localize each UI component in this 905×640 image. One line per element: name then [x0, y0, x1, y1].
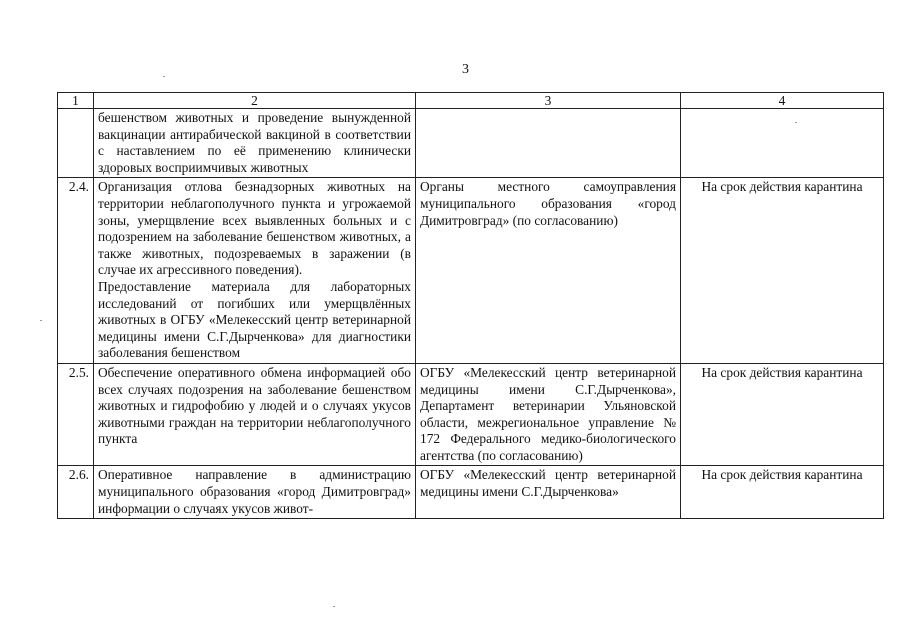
responsible-cell	[416, 109, 681, 178]
action-text: Обеспечение оперативного обмена информацией обо всех случаях подозрения на заболевание бешенством животных и гидрофобию у людей и о случаях укусов животными граждан на территории неблагополучного пункта	[98, 364, 411, 447]
responsible-cell: Органы местного самоуправления муниципального образования «город Димитровград» (по согласованию)	[416, 178, 681, 364]
row-number: 2.4.	[58, 178, 94, 364]
action-text: Организация отлова безнадзорных животных на территории неблагополучного пункта и угрожаемой зоны, умерщвление всех выявленных больных и с подозрением на заболевание бешенством животных, а также животных, подозреваемых в заражении (в случае их агрессивного поведения).	[98, 179, 411, 278]
page-number: 3	[462, 62, 469, 77]
action-cell	[94, 363, 416, 466]
table-row	[58, 466, 884, 519]
action-text: бешенством животных и проведение вынужденной вакцинации антирабической вакциной в соответствии с наставлением по её применению клинически здоровых восприимчивых животных	[98, 110, 411, 175]
header-col-3: 3	[416, 93, 681, 109]
action-cell	[94, 178, 416, 364]
action-text: Оперативное направление в администрацию муниципального образования «город Димитровград» информации о случаях укусов живот-	[98, 467, 411, 516]
scan-speck	[333, 606, 335, 607]
row-number	[58, 109, 94, 178]
responsible-cell: ОГБУ «Мелекесский центр ветеринарной медицины имени С.Г.Дырченкова», Департамент ветеринарии Ульяновской области, межрегиональное управление № 172 Федерального медико-биологического агентства (по согласованию)	[416, 363, 681, 466]
header-col-1: 1	[58, 93, 94, 109]
table-row	[58, 109, 884, 178]
header-col-2: 2	[94, 93, 416, 109]
term-cell: На срок действия карантина	[681, 178, 884, 364]
term-cell: На срок действия карантина	[681, 363, 884, 466]
action-text: Предоставление материала для лабораторных исследований от погибших или умерщвлённых животных в ОГБУ «Мелекесский центр ветеринарной медицины имени С.Г.Дырченкова» для диагностики заболевания бешенством	[98, 278, 411, 361]
scan-speck	[795, 122, 797, 123]
row-number: 2.6.	[58, 466, 94, 519]
header-col-4: 4	[681, 93, 884, 109]
responsible-cell: ОГБУ «Мелекесский центр ветеринарной медицины имени С.Г.Дырченкова»	[416, 466, 681, 519]
term-cell	[681, 109, 884, 178]
action-cell	[94, 109, 416, 178]
row-number: 2.5.	[58, 363, 94, 466]
table-row	[58, 178, 884, 364]
table-row	[58, 363, 884, 466]
action-cell	[94, 466, 416, 519]
scan-speck	[163, 76, 165, 77]
header-row	[58, 93, 884, 109]
term-cell: На срок действия карантина	[681, 466, 884, 519]
scan-speck	[40, 320, 42, 321]
measures-table	[57, 92, 884, 519]
